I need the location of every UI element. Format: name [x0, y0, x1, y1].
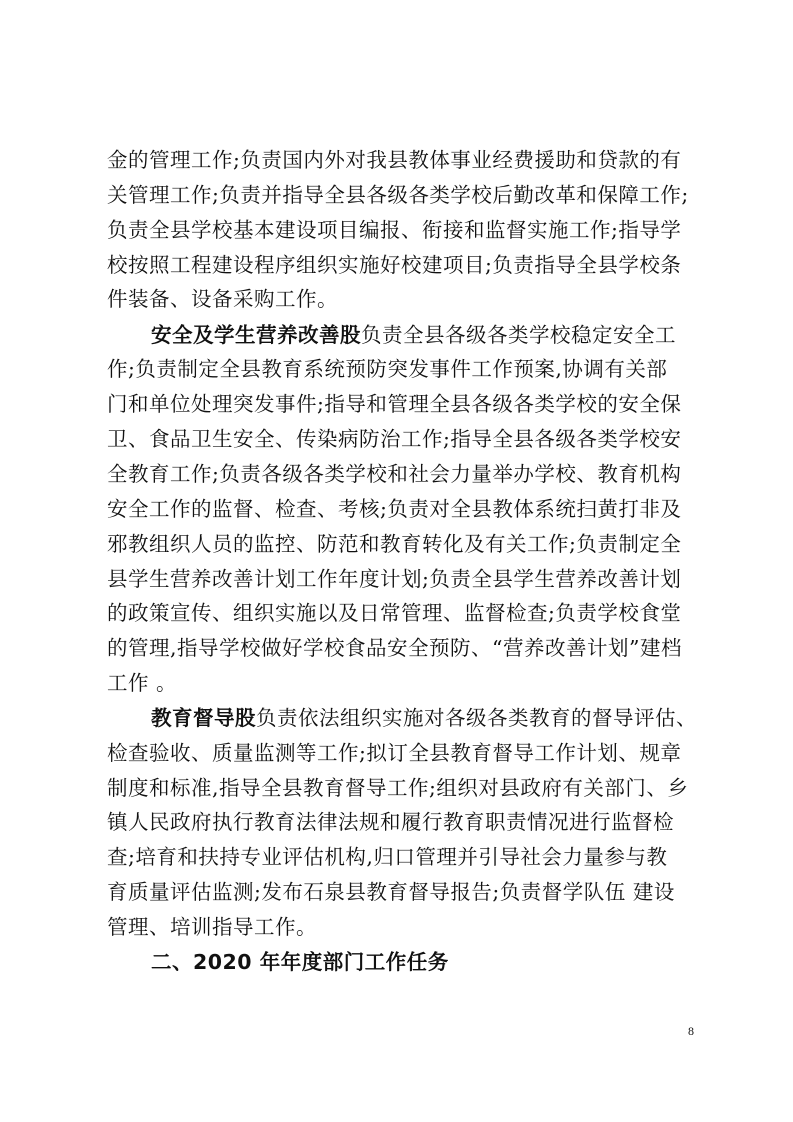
text-line: 工作 。: [107, 671, 178, 695]
text-line: 负责依法组织实施对各级各类教育的督导评估、: [256, 706, 697, 730]
text-line: 全教育工作;负责各级各类学校和社会力量举办学校、教育机构: [107, 462, 682, 486]
text-line: 作;负责制定全县教育系统预防突发事件工作预案,协调有关部: [107, 357, 668, 381]
text-line: 件装备、设备采购工作。: [107, 287, 338, 311]
text-line: 负责全县各级各类学校稳定安全工: [361, 323, 676, 347]
text-line: 邪教组织人员的监控、防范和教育转化及有关工作;负责制定全: [107, 532, 682, 556]
text-line: 卫、食品卫生安全、传染病防治工作;指导全县各级各类学校安: [107, 427, 682, 451]
safety-section-title: 安全及学生营养改善股: [151, 323, 361, 347]
text-line: 制度和标准,指导全县教育督导工作;组织对县政府有关部门、乡: [107, 776, 689, 800]
section-heading: 二、2020 年年度部门工作任务: [151, 950, 449, 974]
safety-section-first-line: [151, 325, 676, 346]
text-line: 关管理工作;负责并指导全县各级各类学校后勤改革和保障工作;: [107, 183, 689, 207]
text-line: 检查验收、质量监测等工作;拟订全县教育督导工作计划、规章: [107, 741, 682, 765]
text-line: 县学生营养改善计划工作年度计划;负责全县学生营养改善计划: [107, 567, 682, 591]
text-line: 镇人民政府执行教育法律法规和履行教育职责情况进行监督检: [107, 810, 674, 834]
page-number: 8: [688, 1024, 694, 1038]
text-line: 的管理,指导学校做好学校食品安全预防、“营养改善计划”建档: [107, 636, 682, 660]
text-line: 金的管理工作;负责国内外对我县教体事业经费援助和贷款的有: [107, 148, 682, 172]
supervision-section-title: 教育督导股: [151, 706, 256, 730]
text-line: 负责全县学校基本建设项目编报、衔接和监督实施工作;指导学: [107, 218, 682, 242]
text-line: 育质量评估监测;发布石泉县教育督导报告;负责督学队伍 建设: [107, 880, 675, 904]
text-line: 安全工作的监督、检查、考核;负责对全县教体系统扫黄打非及: [107, 497, 682, 521]
text-line: 门和单位处理突发事件;指导和管理全县各级各类学校的安全保: [107, 392, 682, 416]
text-line: 管理、培训指导工作。: [107, 915, 317, 939]
text-line: 查;培育和扶持专业评估机构,归口管理并引导社会力量参与教: [107, 845, 668, 869]
text-line: 的政策宣传、组织实施以及日常管理、监督检查;负责学校食堂: [107, 601, 682, 625]
text-line: 校按照工程建设程序组织实施好校建项目;负责指导全县学校条: [107, 253, 682, 277]
supervision-section-first-line: [151, 708, 697, 729]
